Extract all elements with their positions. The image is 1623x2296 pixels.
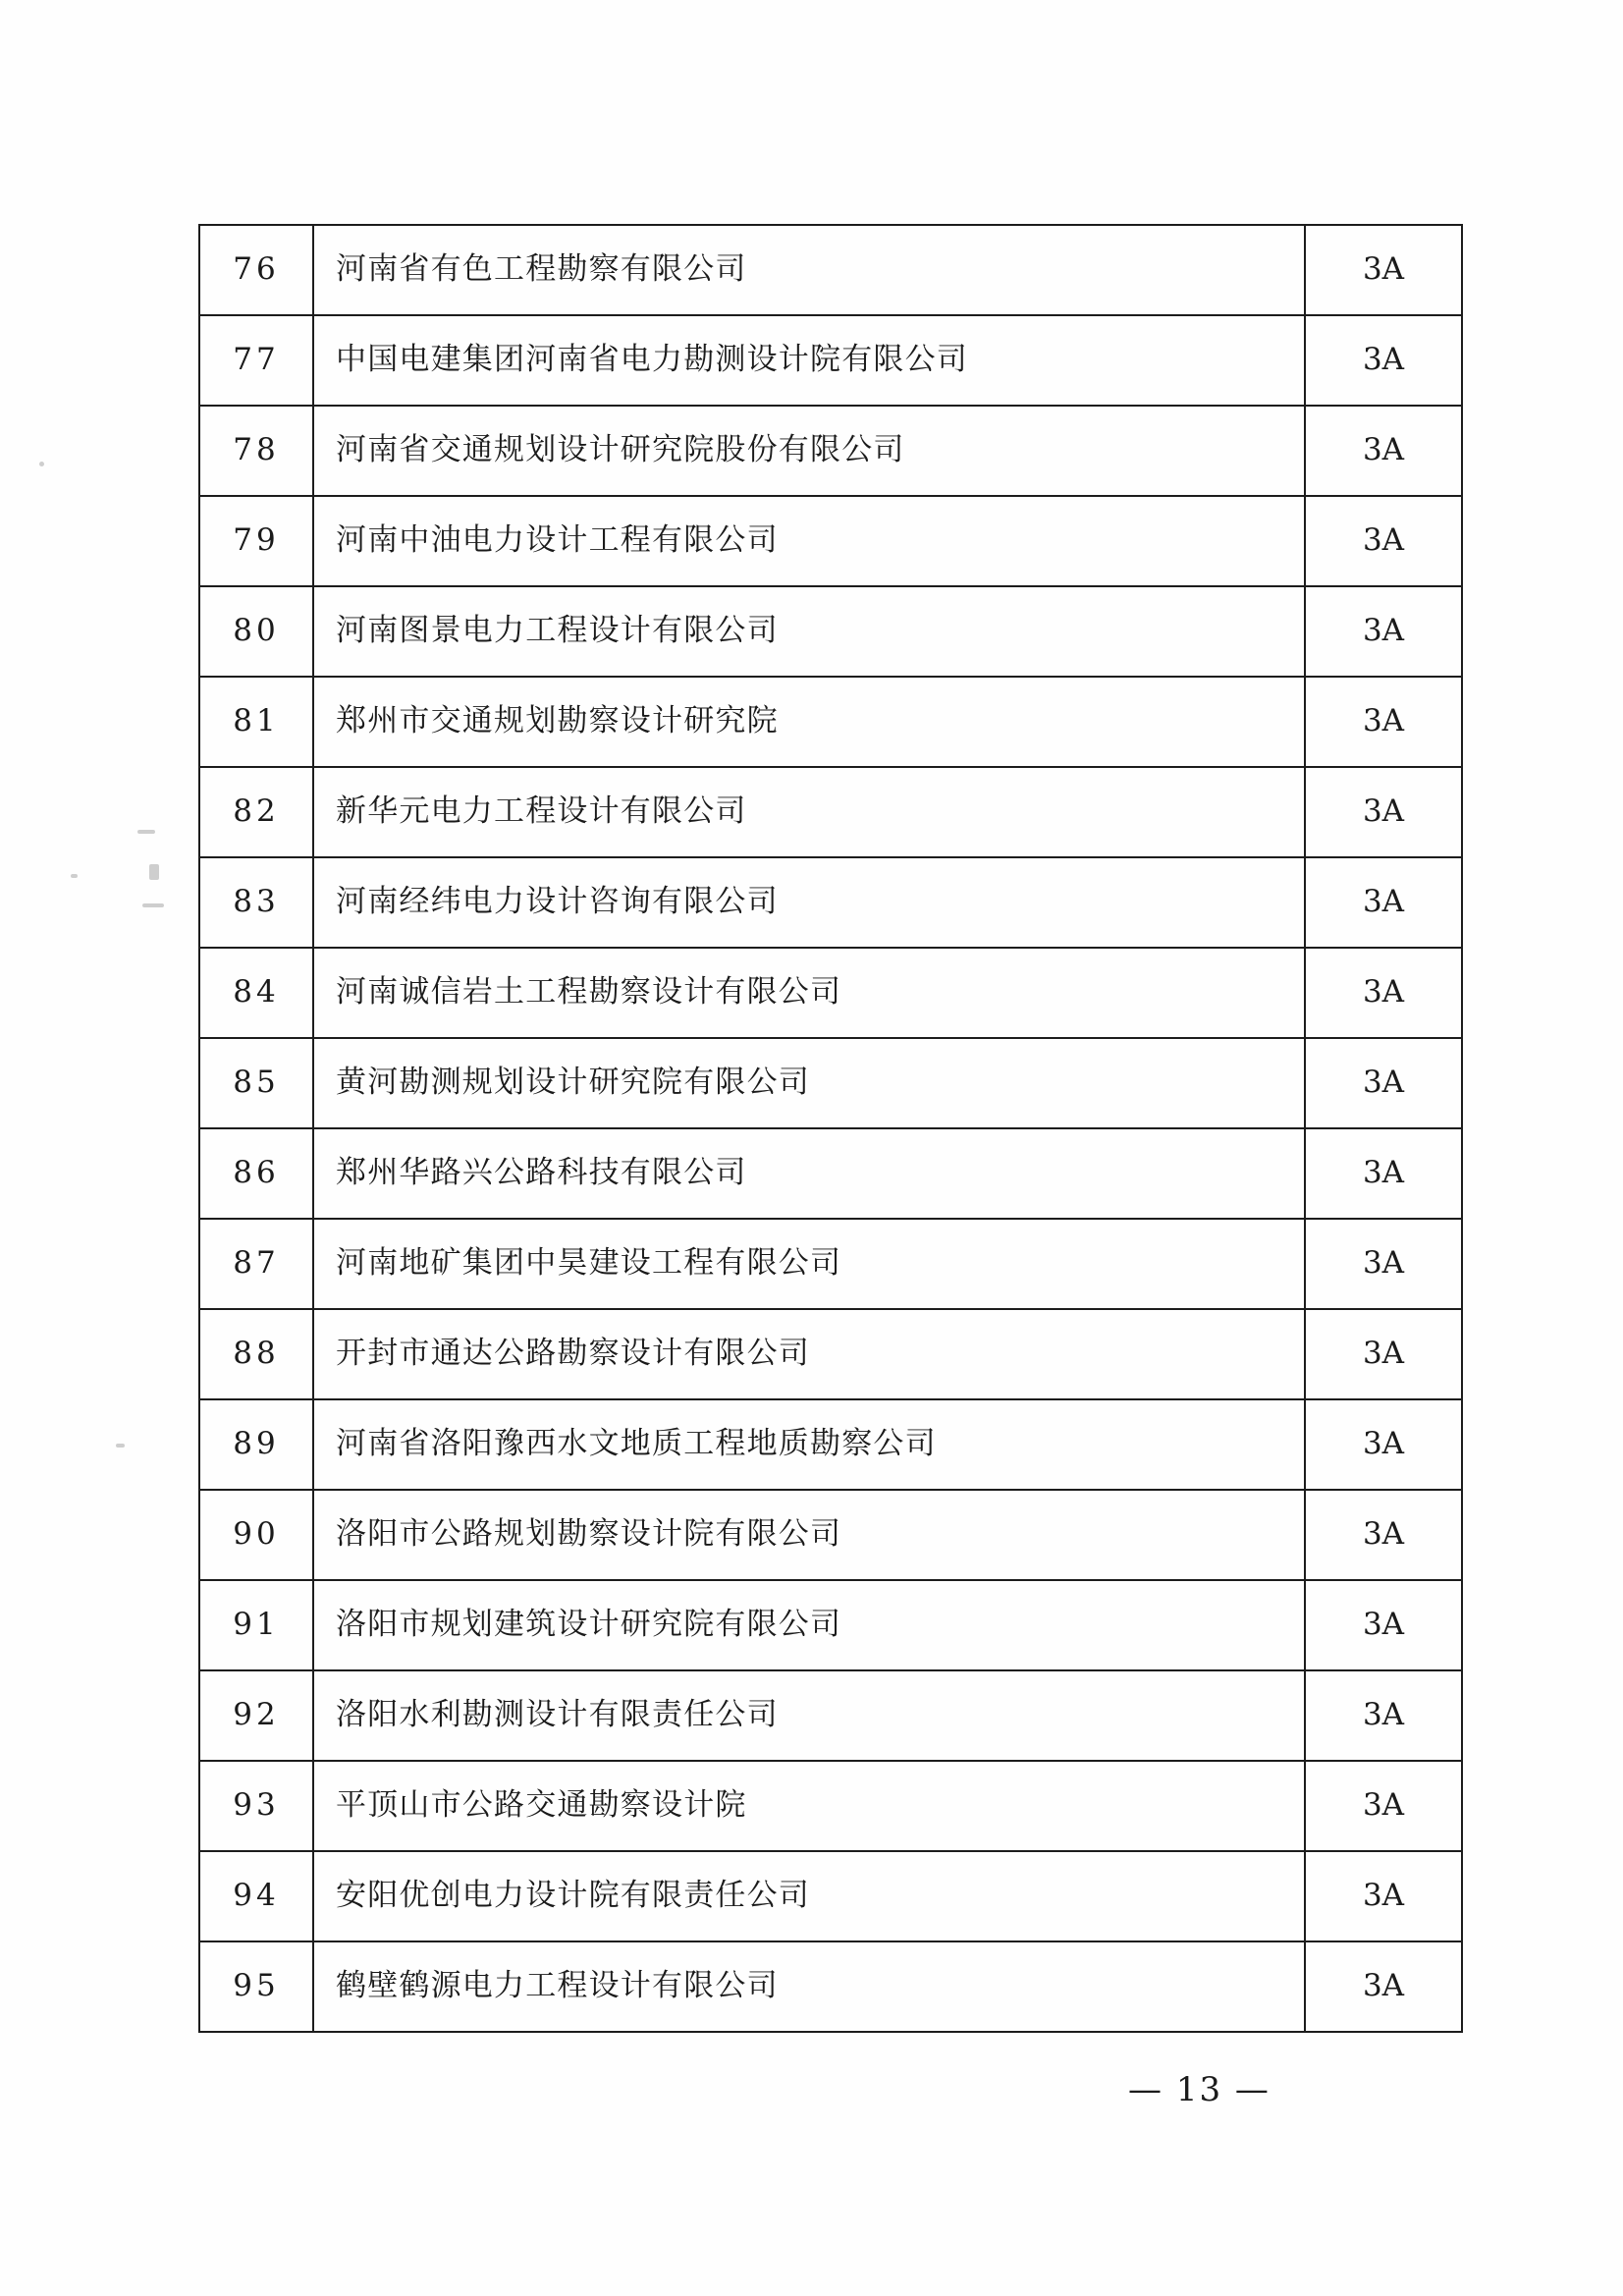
row-index: 92 <box>199 1670 313 1761</box>
row-company-name: 平顶山市公路交通勘察设计院 <box>313 1761 1305 1851</box>
row-index: 85 <box>199 1038 313 1128</box>
row-grade: 3A <box>1305 1128 1462 1219</box>
row-grade: 3A <box>1305 857 1462 948</box>
scan-speck <box>149 864 159 880</box>
row-index: 77 <box>199 315 313 406</box>
table-row <box>199 586 1462 677</box>
row-company-name: 安阳优创电力设计院有限责任公司 <box>313 1851 1305 1941</box>
row-company-name: 洛阳市规划建筑设计研究院有限公司 <box>313 1580 1305 1670</box>
row-grade: 3A <box>1305 1941 1462 2032</box>
table-row <box>199 1761 1462 1851</box>
row-grade: 3A <box>1305 1038 1462 1128</box>
row-grade: 3A <box>1305 767 1462 857</box>
row-company-name: 河南诚信岩土工程勘察设计有限公司 <box>313 948 1305 1038</box>
row-index: 79 <box>199 496 313 586</box>
row-company-name: 河南省洛阳豫西水文地质工程地质勘察公司 <box>313 1399 1305 1490</box>
table-row <box>199 767 1462 857</box>
row-index: 86 <box>199 1128 313 1219</box>
table-row <box>199 1851 1462 1941</box>
table-row <box>199 1038 1462 1128</box>
row-index: 95 <box>199 1941 313 2032</box>
row-company-name: 鹤壁鹤源电力工程设计有限公司 <box>313 1941 1305 2032</box>
row-company-name: 新华元电力工程设计有限公司 <box>313 767 1305 857</box>
row-grade: 3A <box>1305 1580 1462 1670</box>
row-company-name: 洛阳市公路规划勘察设计院有限公司 <box>313 1490 1305 1580</box>
table-body <box>199 225 1462 2032</box>
company-listing-table-container <box>198 224 1429 2033</box>
row-company-name: 河南地矿集团中昊建设工程有限公司 <box>313 1219 1305 1309</box>
table-row <box>199 1309 1462 1399</box>
row-index: 76 <box>199 225 313 315</box>
row-index: 81 <box>199 677 313 767</box>
table-row <box>199 1399 1462 1490</box>
table-row <box>199 315 1462 406</box>
row-index: 78 <box>199 406 313 496</box>
row-grade: 3A <box>1305 1670 1462 1761</box>
row-grade: 3A <box>1305 1761 1462 1851</box>
row-company-name: 河南省有色工程勘察有限公司 <box>313 225 1305 315</box>
row-index: 80 <box>199 586 313 677</box>
row-company-name: 黄河勘测规划设计研究院有限公司 <box>313 1038 1305 1128</box>
table-row <box>199 948 1462 1038</box>
row-grade: 3A <box>1305 1219 1462 1309</box>
company-listing-table <box>198 224 1463 2033</box>
row-grade: 3A <box>1305 1851 1462 1941</box>
row-index: 82 <box>199 767 313 857</box>
row-index: 90 <box>199 1490 313 1580</box>
row-index: 91 <box>199 1580 313 1670</box>
row-company-name: 河南省交通规划设计研究院股份有限公司 <box>313 406 1305 496</box>
row-grade: 3A <box>1305 406 1462 496</box>
table-row <box>199 1670 1462 1761</box>
table-row <box>199 1490 1462 1580</box>
table-row <box>199 1219 1462 1309</box>
scan-speck <box>137 830 155 834</box>
row-index: 93 <box>199 1761 313 1851</box>
row-company-name: 河南图景电力工程设计有限公司 <box>313 586 1305 677</box>
row-grade: 3A <box>1305 496 1462 586</box>
table-row <box>199 496 1462 586</box>
row-index: 83 <box>199 857 313 948</box>
row-grade: 3A <box>1305 1490 1462 1580</box>
row-company-name: 中国电建集团河南省电力勘测设计院有限公司 <box>313 315 1305 406</box>
row-index: 84 <box>199 948 313 1038</box>
row-company-name: 开封市通达公路勘察设计有限公司 <box>313 1309 1305 1399</box>
row-index: 94 <box>199 1851 313 1941</box>
row-grade: 3A <box>1305 1309 1462 1399</box>
row-grade: 3A <box>1305 1399 1462 1490</box>
table-row <box>199 225 1462 315</box>
row-grade: 3A <box>1305 586 1462 677</box>
row-company-name: 洛阳水利勘测设计有限责任公司 <box>313 1670 1305 1761</box>
row-grade: 3A <box>1305 315 1462 406</box>
row-company-name: 郑州市交通规划勘察设计研究院 <box>313 677 1305 767</box>
scan-speck <box>71 874 78 878</box>
table-row <box>199 406 1462 496</box>
page-number: — 13 — <box>1128 2070 1271 2109</box>
row-index: 87 <box>199 1219 313 1309</box>
table-row <box>199 857 1462 948</box>
row-grade: 3A <box>1305 677 1462 767</box>
row-company-name: 河南中油电力设计工程有限公司 <box>313 496 1305 586</box>
page-footer <box>0 2070 1623 2109</box>
table-row <box>199 1941 1462 2032</box>
row-grade: 3A <box>1305 948 1462 1038</box>
table-row <box>199 677 1462 767</box>
row-index: 89 <box>199 1399 313 1490</box>
scan-speck <box>39 462 44 466</box>
row-index: 88 <box>199 1309 313 1399</box>
row-company-name: 河南经纬电力设计咨询有限公司 <box>313 857 1305 948</box>
table-row <box>199 1128 1462 1219</box>
row-grade: 3A <box>1305 225 1462 315</box>
scan-speck <box>116 1444 125 1448</box>
scan-speck <box>142 903 164 907</box>
table-row <box>199 1580 1462 1670</box>
row-company-name: 郑州华路兴公路科技有限公司 <box>313 1128 1305 1219</box>
